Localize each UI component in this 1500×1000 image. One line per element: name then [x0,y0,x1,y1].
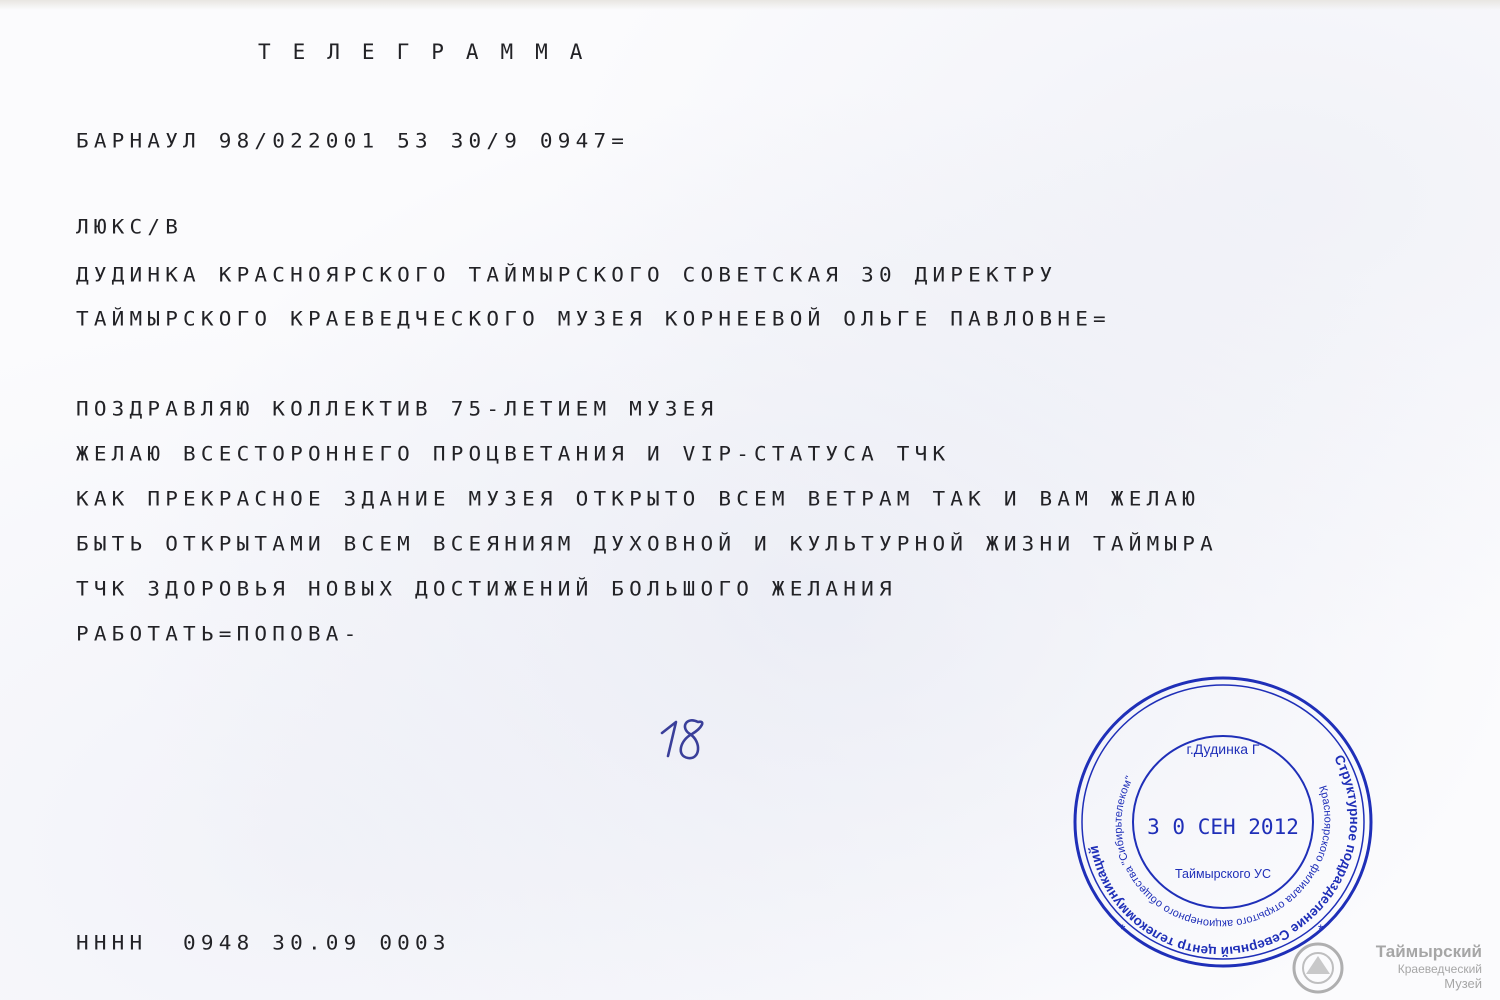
body-line: ПОЗДРАВЛЯЮ КОЛЛЕКТИВ 75-ЛЕТИЕМ МУЗЕЯ [76,398,719,421]
telegram-title: ТЕЛЕГРАММА [258,40,605,64]
body-line: ЖЕЛАЮ ВСЕСТОРОННЕГО ПРОЦВЕТАНИЯ И VIP-СТАТУСА ТЧК [76,443,951,466]
museum-watermark [1290,940,1490,996]
telegram-footer-line: НННН 0948 30.09 0003 [76,932,451,955]
post-office-stamp [1068,672,1378,972]
stamp-date: 3 0 СЕН 2012 [1147,815,1299,839]
telegram-header-line: БАРНАУЛ 98/022001 53 30/9 0947= [76,130,630,153]
address-line-2: ТАЙМЫРСКОГО КРАЕВЕДЧЕСКОГО МУЗЕЯ КОРНЕЕВОЙ ОЛЬГЕ ПАВЛОВНЕ= [76,308,1111,331]
stamp-city: г.Дудинка Г [1186,741,1260,757]
address-line-1: ДУДИНКА КРАСНОЯРСКОГО ТАЙМЫРСКОГО СОВЕТСКАЯ 30 ДИРЕКТРУ [76,264,1058,287]
watermark-line-1: Таймырский [1375,942,1482,961]
watermark-line-3: Музей [1444,976,1482,991]
svg-text:*: * [1120,921,1126,937]
telegram-category: ЛЮКС/В [76,216,184,239]
body-line: РАБОТАТЬ=ПОПОВА- [76,623,362,646]
museum-logo-icon [1290,940,1346,996]
body-line: ТЧК ЗДОРОВЬЯ НОВЫХ ДОСТИЖЕНИЙ БОЛЬШОГО ЖЕЛАНИЯ [76,578,897,601]
watermark-line-2: Краеведческий [1397,962,1482,976]
svg-text:*: * [1318,921,1324,937]
svg-text:Структурное подразделение Севе: Структурное подразделение Северный центр телекоммуникаций [1085,752,1363,960]
body-line: КАК ПРЕКРАСНОЕ ЗДАНИЕ МУЗЕЯ ОТКРЫТО ВСЕМ ВЕТРАМ ТАК И ВАМ ЖЕЛАЮ [76,488,1201,511]
body-line: БЫТЬ ОТКРЫТАМИ ВСЕМ ВСЕЯНИЯМ ДУХОВНОЙ И КУЛЬТУРНОЙ ЖИЗНИ ТАЙМЫРА [76,533,1218,556]
stamp-unit: Таймырского УС [1174,867,1272,881]
svg-text:Красноярского филиала открытог: Красноярского филиала открытого акционерного общества "Сибирьтелеком" [1112,774,1334,930]
